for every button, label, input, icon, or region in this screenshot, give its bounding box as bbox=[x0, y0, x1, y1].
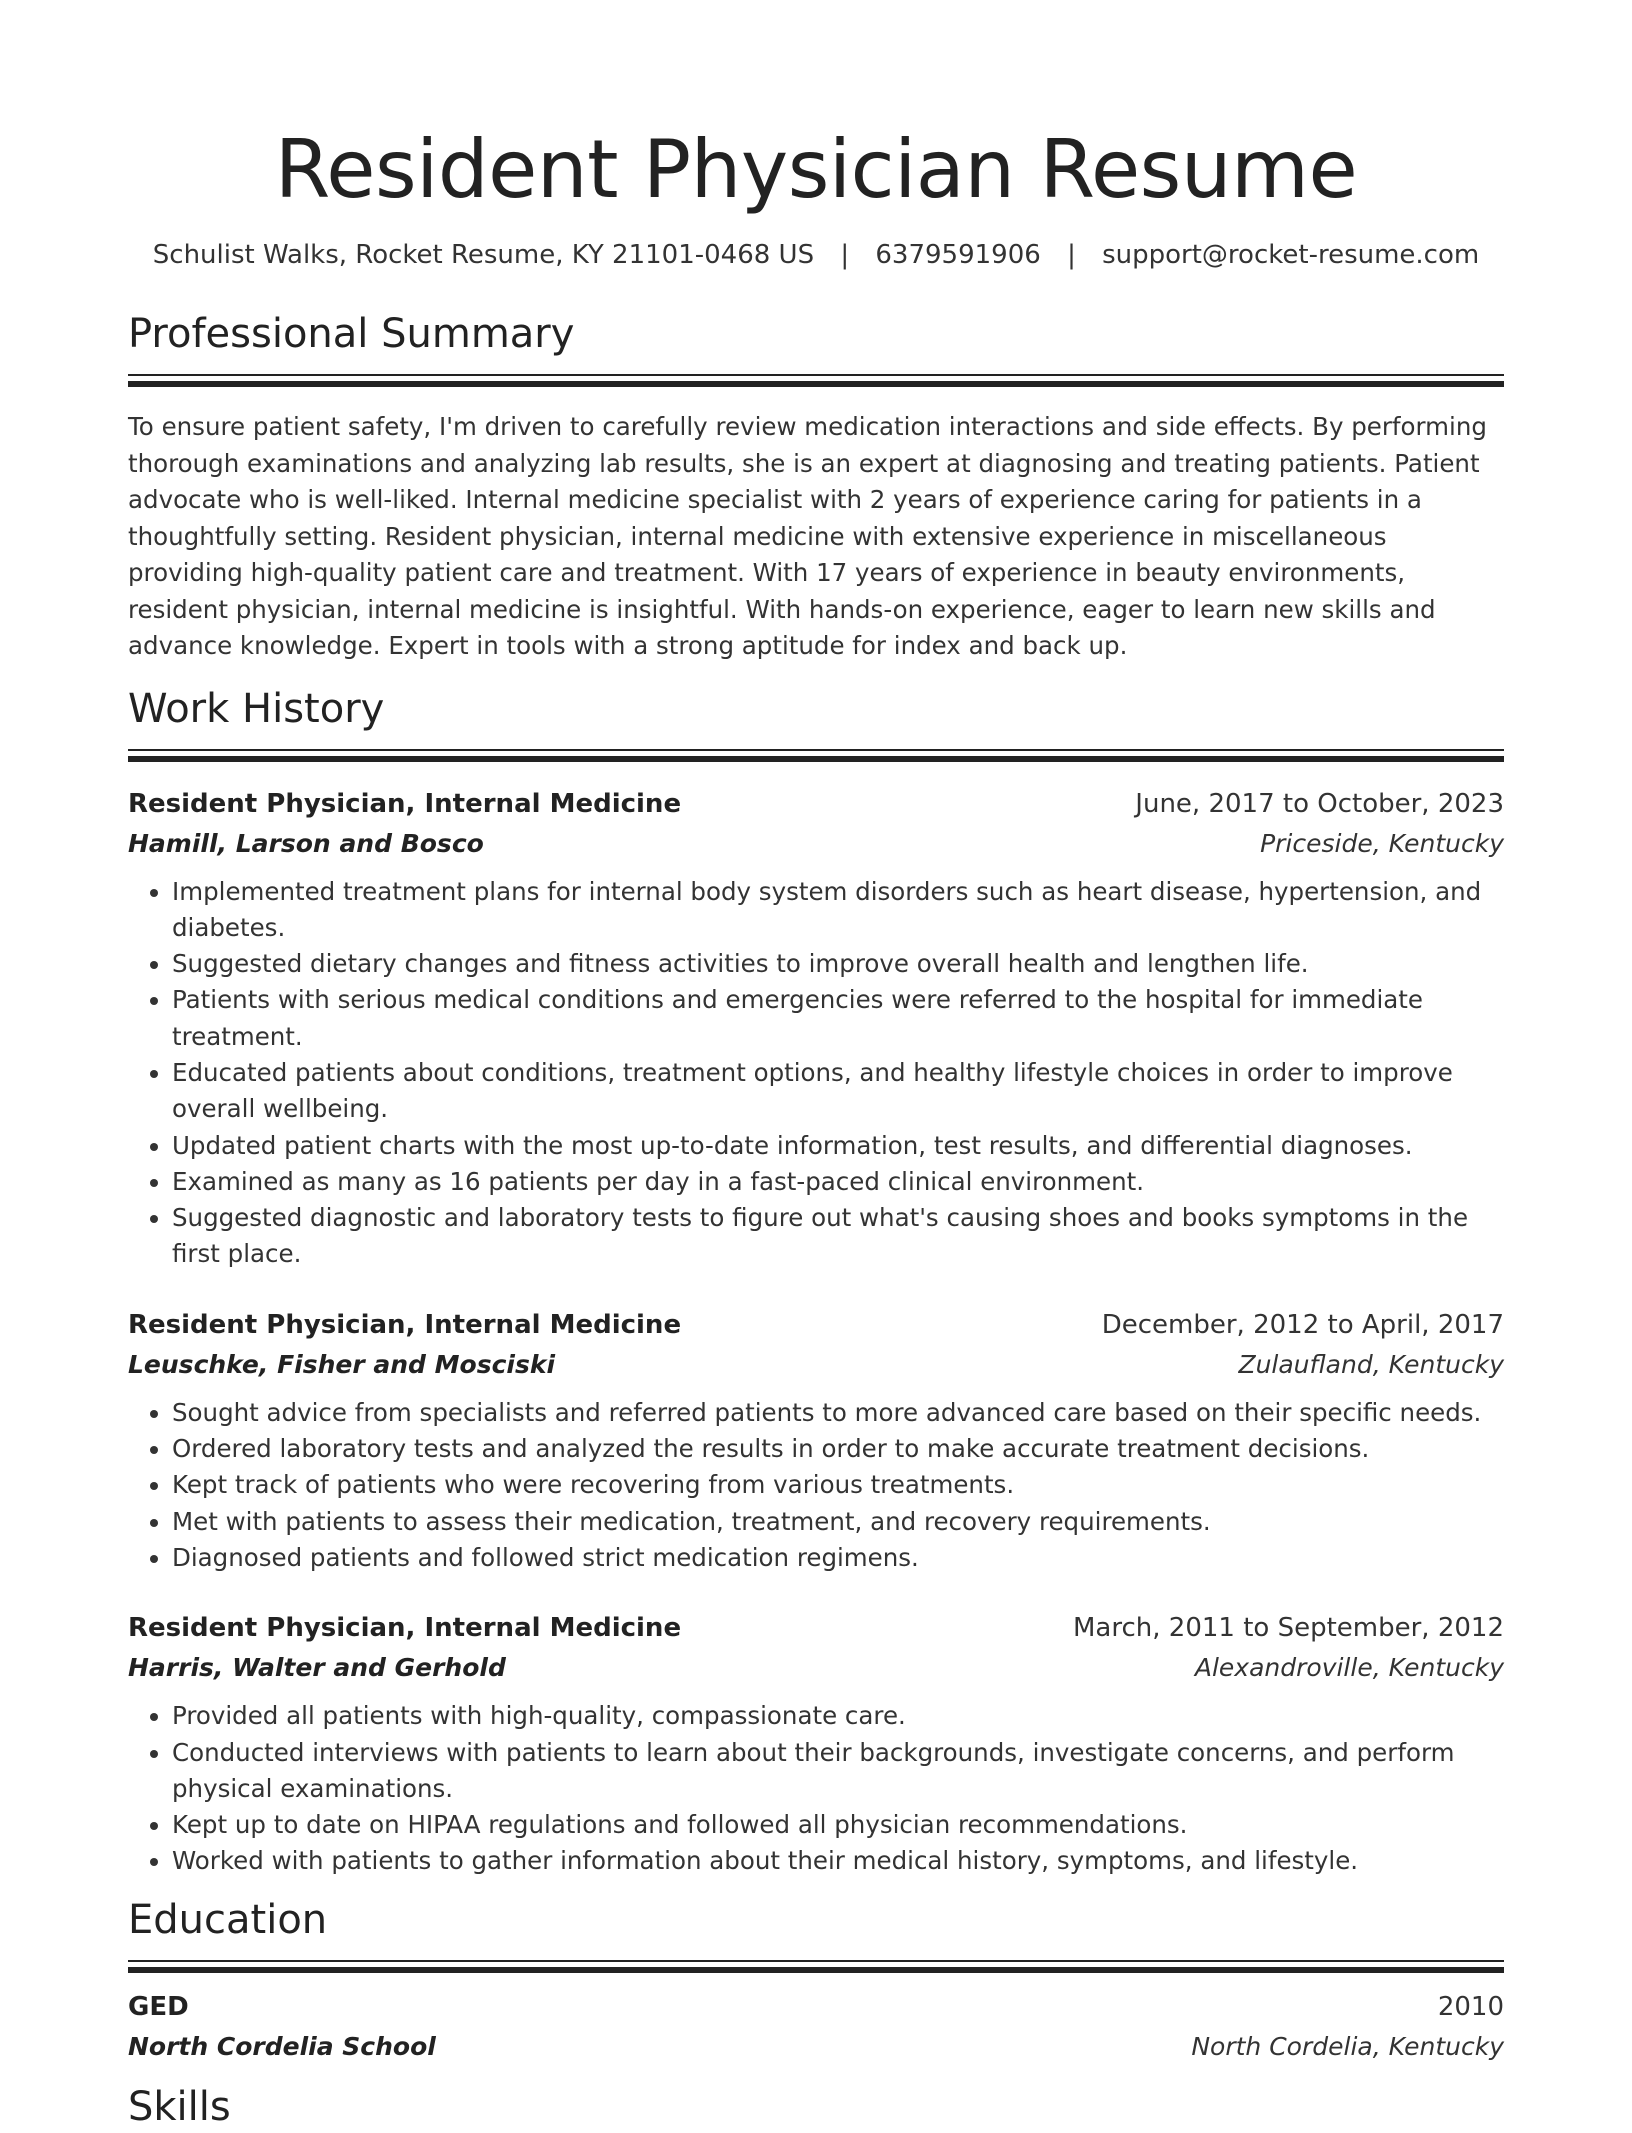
job-location: Priceside, Kentucky bbox=[1260, 828, 1504, 858]
list-item: • Kept track of patients who were recovering from various treatments. bbox=[172, 1467, 1504, 1503]
section-heading: Skills bbox=[128, 2083, 231, 2130]
job-duties-list bbox=[128, 1698, 1504, 1879]
list-item: • Ordered laboratory tests and analyzed the results in order to make accurate treatment decisions. bbox=[172, 1431, 1504, 1467]
job-duties-list bbox=[128, 1395, 1504, 1576]
job-duties-list bbox=[128, 874, 1504, 1273]
job-dates: June, 2017 to October, 2023 bbox=[1135, 788, 1504, 819]
job-company: Harris, Walter and Gerhold bbox=[128, 1653, 506, 1683]
job-location: Alexandroville, Kentucky bbox=[1194, 1653, 1504, 1683]
list-item: • Examined as many as 16 patients per day in a fast-paced clinical environment. bbox=[172, 1164, 1504, 1200]
work-history-section bbox=[128, 683, 1504, 1880]
list-item: • Updated patient charts with the most up-to-date information, test results, and differential diagnoses. bbox=[172, 1128, 1504, 1164]
summary-text: To ensure patient safety, I'm driven to carefully review medication interactions and side effects. By performing thorough examinations and analyzing lab results, she is an expert at diagnosing and treating patients. Patient advocate who is well-liked. Internal medicine specialist with 2 years of experience caring for patients in a thoughtfully setting. Resident physician, internal medicine with extensive experience in miscellaneous providing high-quality patient care and treatment. With 17 years of experience in beauty environments, resident physician, internal medicine is insightful. With hands-on experience, eager to learn new skills and advance knowledge. Expert in tools with a strong aptitude for index and back up. bbox=[128, 412, 1487, 660]
contact-separator: | bbox=[1067, 240, 1076, 270]
contact-phone: 6379591906 bbox=[875, 240, 1041, 270]
education-school: North Cordelia School bbox=[128, 2031, 436, 2061]
job-company: Leuschke, Fisher and Mosciski bbox=[128, 1349, 556, 1379]
education-year: 2010 bbox=[1437, 1991, 1504, 2022]
job-dates: March, 2011 to September, 2012 bbox=[1073, 1613, 1504, 1644]
contact-line bbox=[128, 238, 1504, 272]
section-divider bbox=[128, 374, 1504, 387]
job-title: Resident Physician, Internal Medicine bbox=[128, 1309, 682, 1340]
education-location: North Cordelia, Kentucky bbox=[1191, 2031, 1504, 2061]
section-heading: Professional Summary bbox=[128, 311, 575, 357]
list-item: • Worked with patients to gather information about their medical history, symptoms, and lifestyle. bbox=[172, 1843, 1504, 1879]
skills-section bbox=[128, 2081, 1504, 2133]
section-divider bbox=[128, 1960, 1504, 1973]
job-title: Resident Physician, Internal Medicine bbox=[128, 1613, 682, 1644]
list-item: • Diagnosed patients and followed strict medication regimens. bbox=[172, 1540, 1504, 1576]
list-item: • Met with patients to assess their medication, treatment, and recovery requirements. bbox=[172, 1504, 1504, 1540]
job-company: Hamill, Larson and Bosco bbox=[128, 828, 484, 858]
list-item: • Sought advice from specialists and referred patients to more advanced care based on their specific needs. bbox=[172, 1395, 1504, 1431]
professional-summary-section bbox=[128, 308, 1504, 665]
job-entry bbox=[128, 1608, 1504, 1879]
section-heading: Education bbox=[128, 1896, 328, 1943]
job-entry bbox=[128, 1305, 1504, 1576]
section-heading: Work History bbox=[128, 685, 385, 732]
list-item: • Suggested dietary changes and fitness activities to improve overall health and lengthen life. bbox=[172, 946, 1504, 982]
job-location: Zulaufland, Kentucky bbox=[1238, 1349, 1504, 1379]
education-section bbox=[128, 1894, 1504, 2067]
list-item: • Conducted interviews with patients to learn about their backgrounds, investigate concerns, and perform physical examinations. bbox=[172, 1735, 1504, 1808]
education-degree: GED bbox=[128, 1991, 189, 2022]
section-divider bbox=[128, 749, 1504, 762]
job-title: Resident Physician, Internal Medicine bbox=[128, 788, 682, 819]
list-item: • Suggested diagnostic and laboratory tests to figure out what's causing shoes and books symptoms in the first place. bbox=[172, 1200, 1504, 1273]
list-item: • Implemented treatment plans for internal body system disorders such as heart disease, hypertension, and diabetes. bbox=[172, 874, 1504, 947]
contact-email: support@rocket-resume.com bbox=[1102, 240, 1480, 270]
job-entry bbox=[128, 784, 1504, 1273]
list-item: • Kept up to date on HIPAA regulations and followed all physician recommendations. bbox=[172, 1807, 1504, 1843]
contact-address: Schulist Walks, Rocket Resume, KY 21101-0468 US bbox=[152, 240, 815, 270]
resume-title: Resident Physician Resume bbox=[274, 123, 1358, 216]
list-item: • Patients with serious medical conditions and emergencies were referred to the hospital for immediate treatment. bbox=[172, 982, 1504, 1055]
contact-separator: | bbox=[840, 240, 850, 270]
list-item: • Educated patients about conditions, treatment options, and healthy lifestyle choices in order to improve overall wellbeing. bbox=[172, 1055, 1504, 1128]
job-dates: December, 2012 to April, 2017 bbox=[1101, 1309, 1504, 1340]
list-item: • Provided all patients with high-quality, compassionate care. bbox=[172, 1698, 1504, 1734]
